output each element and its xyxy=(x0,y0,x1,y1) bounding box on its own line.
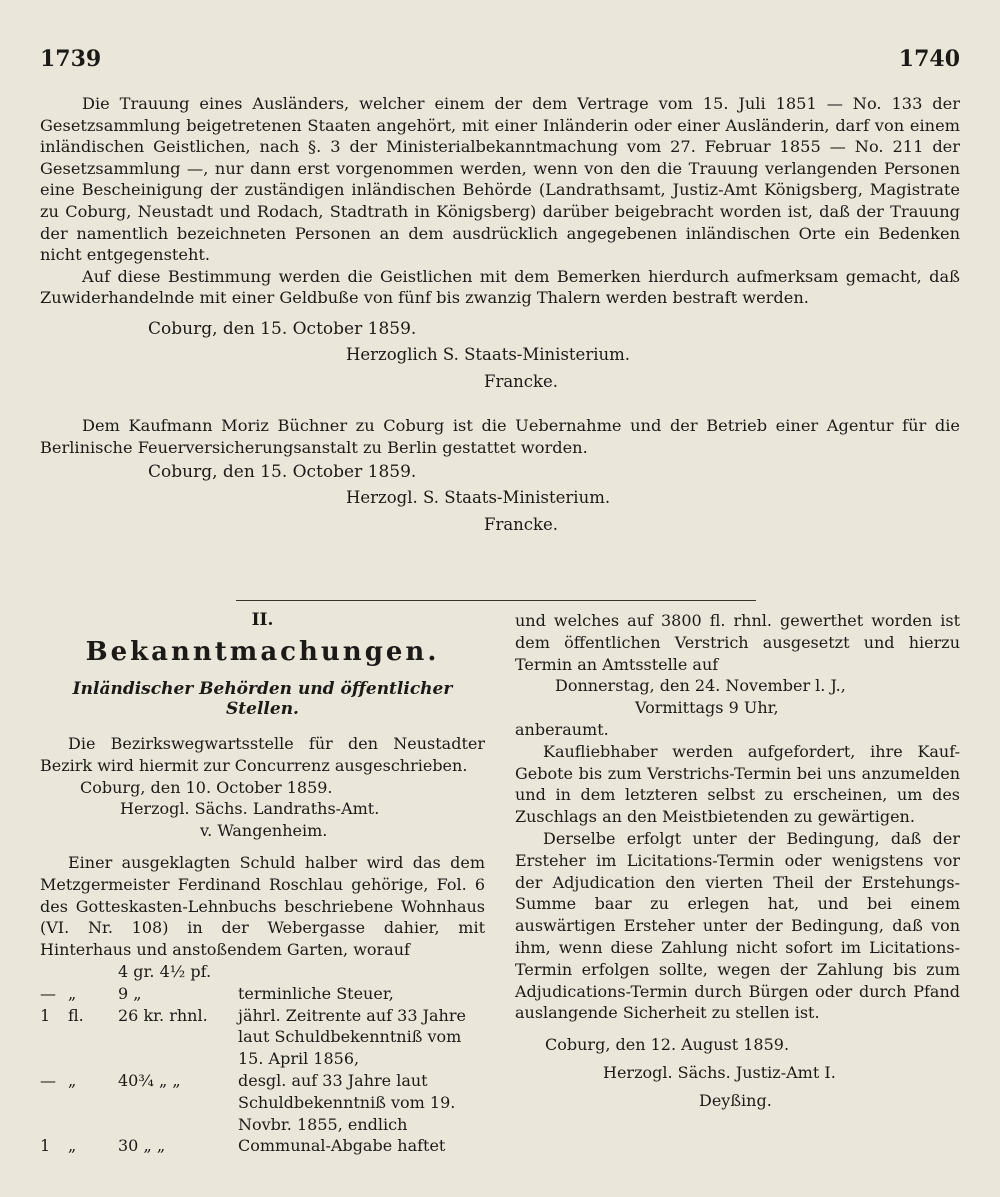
fee-description: terminliche Steuer, xyxy=(238,983,394,1003)
auction-date: Donnerstag, den 24. November l. J., xyxy=(555,676,846,696)
notice-road-warden xyxy=(40,733,485,842)
notice-property-auction xyxy=(40,852,485,1157)
fee-description xyxy=(238,961,485,983)
section-number: II. xyxy=(251,610,274,630)
notice-paragraph: anberaumt. xyxy=(515,719,609,739)
fee-amount-a: — xyxy=(40,1070,56,1090)
auction-time: Vormittags 9 Uhr, xyxy=(635,698,779,718)
fee-amount-a: 1 xyxy=(40,1136,51,1156)
notice-marriage-foreigners xyxy=(40,93,960,391)
right-column xyxy=(515,610,960,1112)
fee-amount-b: „ xyxy=(68,1070,77,1090)
fee-amount-c: 4 gr. 4½ pf. xyxy=(118,961,212,981)
notice-authority: Herzogl. Sächs. Justiz-Amt I. xyxy=(603,1062,836,1082)
notice-date: Coburg, den 10. October 1859. xyxy=(80,777,333,797)
page-number-right: 1740 xyxy=(898,46,960,72)
notice-paragraph: Einer ausgeklagten Schuld halber wird das dem Metzgermeister Ferdinand Roschlau gehörige, Fol. 6 des Gotteskasten-Lehnbuchs beschriebene Wohnhaus (VI. Nr. 108) in der Webergasse dahier, mit Hinterhaus und anstoßendem Garten, worauf xyxy=(40,852,485,960)
section-subheading: Inländischer Behörden und öffentlicher Stellen. xyxy=(72,679,453,719)
notice-paragraph: Die Trauung eines Ausländers, welcher einem der dem Vertrage vom 15. Juli 1851 — No. 133 der Gesetzsammlung beigetretenen Staaten angehört, mit einer Inländerin oder einer Ausländerin, darf von einem inländischen Geistlichen, nach §. 3 der Ministerialbekanntmachung vom 27. Februar 1855 — No. 211 der Gesetzsammlung —, nur dann erst vorgenommen werden, wenn von den die Trauung verlangenden Personen eine Bescheinigung der zuständigen inländischen Behörde (Landrathsamt, Justiz-Amt Königsberg, Magistrate zu Coburg, Neustadt und Rodach, Stadtrath in Königsberg) darüber beigebracht worden ist, daß der Trauung der namentlich bezeichneten Personen an dem ausdrücklich angegebenen inländischen Orte ein Bedenken nicht entgegensteht. xyxy=(40,94,960,265)
fee-amount-b: „ xyxy=(68,983,77,1003)
notice-insurance-agency xyxy=(40,415,960,534)
fee-amount-b xyxy=(68,961,118,983)
notice-signature: Francke. xyxy=(484,371,559,391)
fee-description: Communal-Abgabe haftet xyxy=(238,1136,446,1156)
notice-authority: Herzoglich S. Staats-Ministerium. xyxy=(346,344,631,364)
notice-signature: v. Wangenheim. xyxy=(200,821,328,841)
fee-amount-b: fl. xyxy=(68,1005,84,1025)
fee-amount-c: 26 kr. rhnl. xyxy=(118,1005,208,1025)
ministry-notices xyxy=(40,93,960,534)
notice-date: Coburg, den 15. October 1859. xyxy=(148,462,417,483)
fee-amount-a: — xyxy=(40,983,56,1003)
notice-signature: Francke. xyxy=(484,515,559,535)
notice-paragraph: Kaufliebhaber werden aufgefordert, ihre Kauf-Gebote bis zum Verstrichs-Termin bei uns anzumelden und in dem letzteren selbst zu erscheinen, um des Zuschlags an den Meistbietenden zu gewärtigen. xyxy=(515,741,960,827)
notice-paragraph: Dem Kaufmann Moriz Büchner zu Coburg ist die Uebernahme und der Betrieb einer Agentur für die Berlinische Feuerversicherungsanstalt zu Berlin gestattet worden. xyxy=(40,415,960,457)
fee-description: jährl. Zeitrente auf 33 Jahre laut Schuldbekenntniß vom 15. April 1856, xyxy=(238,1005,466,1069)
section-heading: Bekanntmachungen. xyxy=(85,637,440,667)
notice-date: Coburg, den 12. August 1859. xyxy=(545,1035,790,1055)
notice-date: Coburg, den 15. October 1859. xyxy=(148,318,417,339)
left-column xyxy=(40,610,485,1157)
fee-amount-c: 30 „ „ xyxy=(118,1136,166,1156)
fee-amount-a: 1 xyxy=(40,1005,51,1025)
notice-authority: Herzogl. Sächs. Landraths-Amt. xyxy=(120,799,380,819)
notice-paragraph: Derselbe erfolgt unter der Bedingung, daß der Ersteher im Licitations-Termin oder wenigstens vor der Adjudication den vierten Theil der Erstehungs-Summe baar zu erlegen hat, und bei einem auswärtigen Ersteher unter der Bedingung, daß von ihm, wenn diese Zahlung nicht sofort im Licitations-Termin erfolgen sollte, wegen der Zahlung bis zum Adjudications-Termin durch Bürgen oder durch Pfand auslangende Sicherheit zu stellen ist. xyxy=(515,828,960,1023)
notice-paragraph: Auf diese Bestimmung werden die Geistlichen mit dem Bemerken hierdurch aufmerksam gemacht, daß Zuwiderhandelnde mit einer Geldbuße von fünf bis zwanzig Thalern werden bestraft werden. xyxy=(40,266,960,308)
notice-paragraph: Die Bezirkswegwartsstelle für den Neustadter Bezirk wird hiermit zur Concurrenz ausgeschrieben. xyxy=(40,734,485,775)
fee-description: desgl. auf 33 Jahre laut Schuldbekenntniß vom 19. Novbr. 1855, endlich xyxy=(238,1070,456,1134)
fee-table xyxy=(40,961,485,1157)
notice-authority: Herzogl. S. Staats-Ministerium. xyxy=(346,488,611,508)
fee-amount-c: 40¾ „ „ xyxy=(118,1070,181,1090)
section-divider xyxy=(236,600,756,601)
fee-amount-a xyxy=(40,961,68,983)
page-number-left: 1739 xyxy=(40,46,102,72)
fee-amount-c: 9 „ xyxy=(118,983,142,1003)
notice-signature: Deyßing. xyxy=(699,1090,772,1110)
notice-paragraph: und welches auf 3800 fl. rhnl. gewerthet worden ist dem öffentlichen Verstrich ausgesetzt und hierzu Termin an Amtsstelle auf xyxy=(515,611,960,674)
fee-amount-b: „ xyxy=(68,1136,77,1156)
